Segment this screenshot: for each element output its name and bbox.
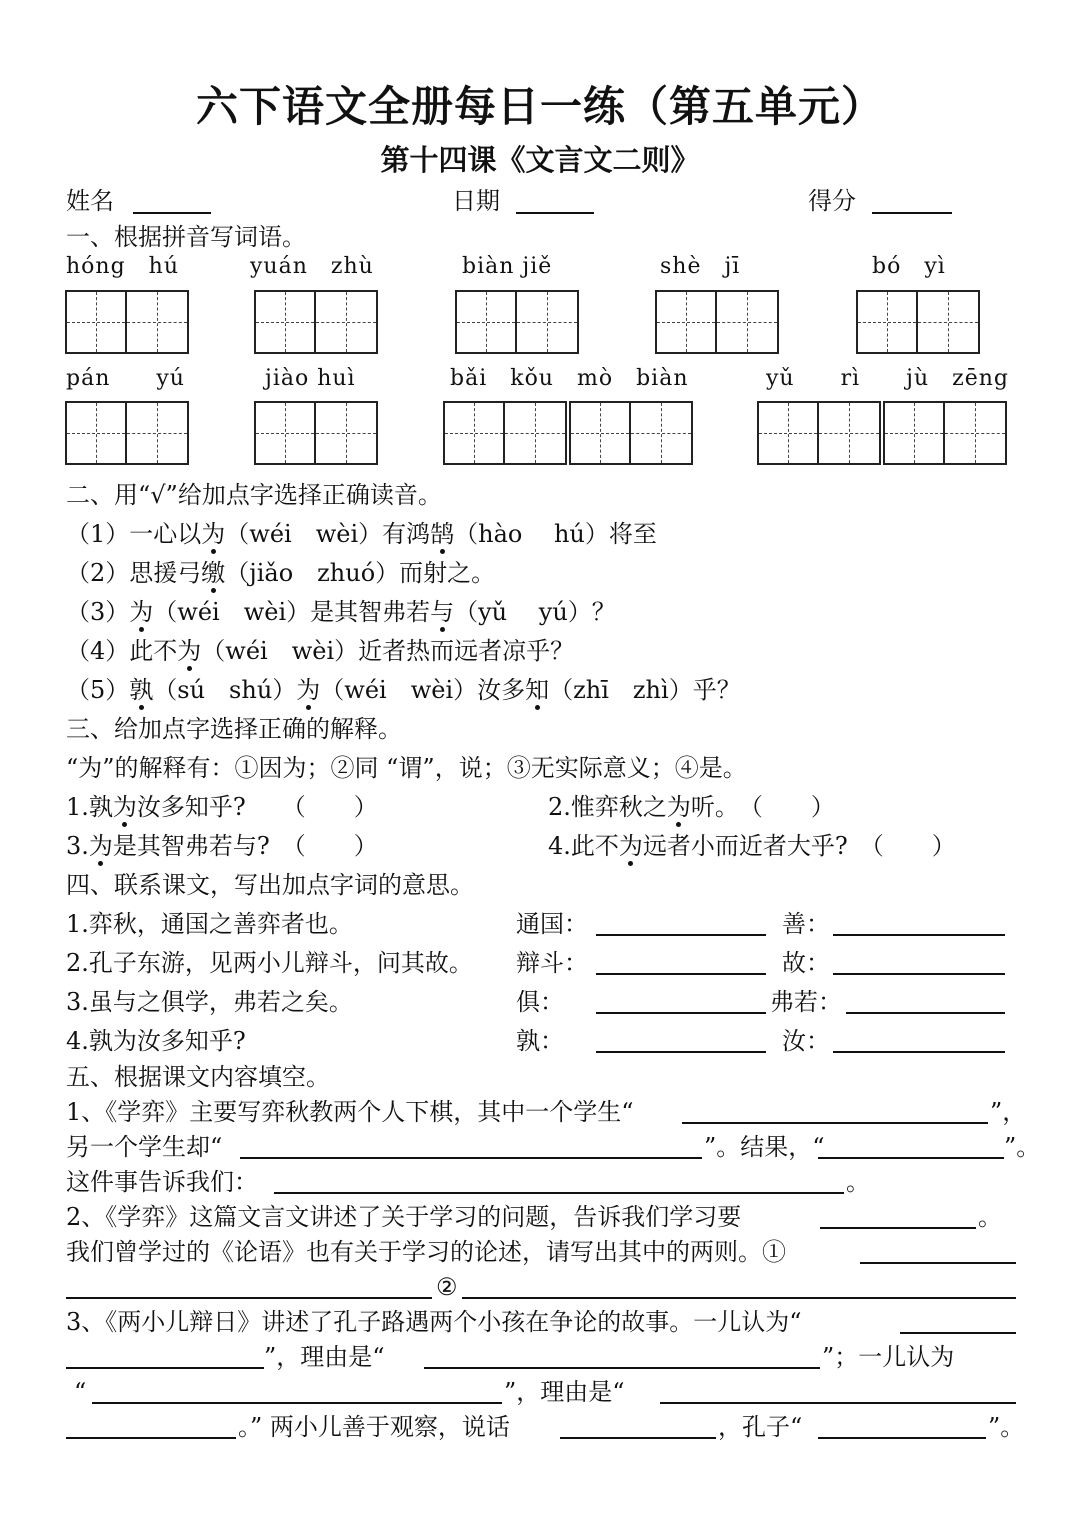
s4-key-fuoruo: 弗若： (770, 988, 842, 1016)
char-grid[interactable] (569, 401, 693, 465)
char-grid[interactable] (443, 401, 567, 465)
s5-blank[interactable] (92, 1402, 502, 1404)
s5-p3-text: ，孔子“ (718, 1413, 803, 1441)
pinyin-pan-yu: pán yú (66, 366, 185, 391)
s5-blank[interactable] (66, 1367, 264, 1369)
s4-blank[interactable] (833, 934, 1005, 936)
s5-blank[interactable] (424, 1367, 820, 1369)
s5-p2-text: ② (436, 1273, 458, 1301)
pinyin-jiao-hui: jiào huì (265, 366, 356, 391)
s5-blank[interactable] (900, 1332, 1016, 1334)
s5-blank[interactable] (682, 1122, 988, 1124)
s2-question-4: （4）此不为（wéi wèi）近者热而远者凉乎？ (66, 637, 575, 665)
section4-heading: 四、联系课文，写出加点字词的意思。 (66, 871, 474, 899)
worksheet-title: 六下语文全册每日一练（第五单元） (195, 82, 884, 131)
s5-blank[interactable] (660, 1402, 1016, 1404)
s4-line-2: 2.孔子东游，见两小儿辩斗，问其故。 (66, 949, 473, 977)
s5-blank[interactable] (818, 1157, 1004, 1159)
s4-key-gu: 故： (782, 949, 830, 977)
s5-p1-text: ”。结果，“ (704, 1133, 825, 1161)
s4-line-1: 1.弈秋，通国之善弈者也。 (66, 910, 353, 938)
s5-blank[interactable] (240, 1157, 702, 1159)
s2-question-5: （5）孰（sú shú）为（wéi wèi）汝多知（zhī zhì）乎？ (66, 676, 741, 704)
s5-p3-text: 3、《两小儿辩日》讲述了孔子路遇两个小孩在争论的故事。一儿认为“ (66, 1308, 802, 1336)
s5-blank[interactable] (274, 1192, 844, 1194)
s4-blank[interactable] (846, 1012, 1005, 1014)
section1-heading: 一、根据拼音写词语。 (66, 223, 306, 251)
s4-key-shu: 孰： (516, 1027, 564, 1055)
char-grid[interactable] (65, 401, 189, 465)
s4-blank[interactable] (596, 1051, 766, 1053)
section3-heading: 三、给加点字选择正确的解释。 (66, 715, 402, 743)
s5-p3-text: 。” 两小儿善于观察，说话 (238, 1413, 510, 1441)
s5-blank[interactable] (818, 1437, 986, 1439)
section5-heading: 五、根据课文内容填空。 (66, 1063, 330, 1091)
s2-question-1: （1）一心以为（wéi wèi）有鸿鹄（hào hú）将至 (66, 520, 657, 548)
s5-p1-text: 这件事告诉我们： (66, 1168, 258, 1196)
date-label: 日期 (452, 187, 500, 215)
s5-blank[interactable] (66, 1297, 432, 1299)
s5-blank[interactable] (560, 1437, 716, 1439)
s5-p1-text: ”， (990, 1098, 1027, 1126)
s5-p2-text: 2、《学弈》这篇文言文讲述了关于学习的问题，告诉我们学习要 (66, 1203, 742, 1231)
pinyin-bo-yi: bó yì (872, 254, 946, 279)
s5-p3-text: “ (74, 1378, 87, 1406)
char-grid[interactable] (65, 290, 189, 354)
s3-intro: “为”的解释有：①因为；②同 “谓”，说；③无实际意义；④是。 (66, 754, 747, 782)
char-grid[interactable] (254, 290, 378, 354)
pinyin-yuan-zhu: yuán zhù (250, 254, 374, 279)
s4-key-ju: 俱： (516, 988, 564, 1016)
s3-item-1: 1.孰为汝多知乎? （ ） (66, 793, 378, 821)
s5-blank[interactable] (860, 1262, 1016, 1264)
char-grid[interactable] (655, 290, 779, 354)
s4-blank[interactable] (596, 1012, 766, 1014)
s5-p3-text: ”，理由是“ (504, 1378, 625, 1406)
pinyin-bian-jie: biàn jiě (462, 254, 553, 279)
s4-key-biandou: 辩斗： (516, 949, 588, 977)
s4-blank[interactable] (596, 934, 766, 936)
s4-line-4: 4.孰为汝多知乎? (66, 1027, 246, 1055)
pinyin-bai-kou-mo-bian: bǎi kǒu mò biàn (450, 366, 689, 391)
s2-question-3: （3）为（wéi wèi）是其智弗若与（yǔ yú）？ (66, 598, 616, 626)
lesson-subtitle: 第十四课《文言文二则》 (380, 143, 700, 177)
s5-p1-text: 。 (846, 1168, 870, 1196)
pinyin-yu-ri-ju-zeng: yǔ rì jù zēng (766, 366, 1010, 391)
s5-p2-text: 。 (978, 1203, 1002, 1231)
s5-p1-text: 1、《学弈》主要写弈秋教两个人下棋，其中一个学生“ (66, 1098, 634, 1126)
s5-p3-text: ”，理由是“ (264, 1343, 385, 1371)
s4-blank[interactable] (596, 973, 766, 975)
s4-blank[interactable] (833, 973, 1005, 975)
s4-key-ru: 汝： (782, 1027, 830, 1055)
char-grid[interactable] (254, 401, 378, 465)
pinyin-hong-hu: hóng hú (66, 254, 180, 279)
s5-p1-text: ”。 (1004, 1133, 1041, 1161)
s5-blank[interactable] (66, 1437, 236, 1439)
s5-p3-text: ”；一儿认为 (822, 1343, 955, 1371)
section2-heading: 二、用“√”给加点字选择正确读音。 (66, 481, 442, 509)
score-label: 得分 (808, 187, 856, 215)
s3-item-2: 2.惟弈秋之为听。 （ ） (548, 793, 835, 821)
s4-blank[interactable] (833, 1051, 1005, 1053)
s5-p3-text: ”。 (988, 1413, 1025, 1441)
name-label: 姓名 (66, 187, 114, 215)
s3-item-4: 4.此不为远者小而近者大乎? （ ） (548, 832, 956, 860)
s5-p1-text: 另一个学生却“ (66, 1133, 223, 1161)
s4-key-tongguo: 通国： (516, 910, 588, 938)
s3-item-3: 3.为是其智弗若与? （ ） (66, 832, 378, 860)
name-blank[interactable] (133, 212, 211, 214)
s5-blank[interactable] (820, 1227, 976, 1229)
char-grid[interactable] (883, 401, 1007, 465)
date-blank[interactable] (516, 212, 594, 214)
char-grid[interactable] (455, 290, 579, 354)
char-grid[interactable] (757, 401, 881, 465)
pinyin-she-ji: shè jī (660, 254, 741, 279)
s5-blank[interactable] (462, 1297, 1016, 1299)
s2-question-2: （2）思援弓缴（jiǎo zhuó）而射之。 (66, 559, 496, 587)
s5-p2-text: 我们曾学过的《论语》也有关于学习的论述，请写出其中的两则。① (66, 1238, 786, 1266)
s4-key-shan: 善： (782, 910, 830, 938)
s4-line-3: 3.虽与之俱学，弗若之矣。 (66, 988, 353, 1016)
score-blank[interactable] (872, 212, 952, 214)
char-grid[interactable] (856, 290, 980, 354)
